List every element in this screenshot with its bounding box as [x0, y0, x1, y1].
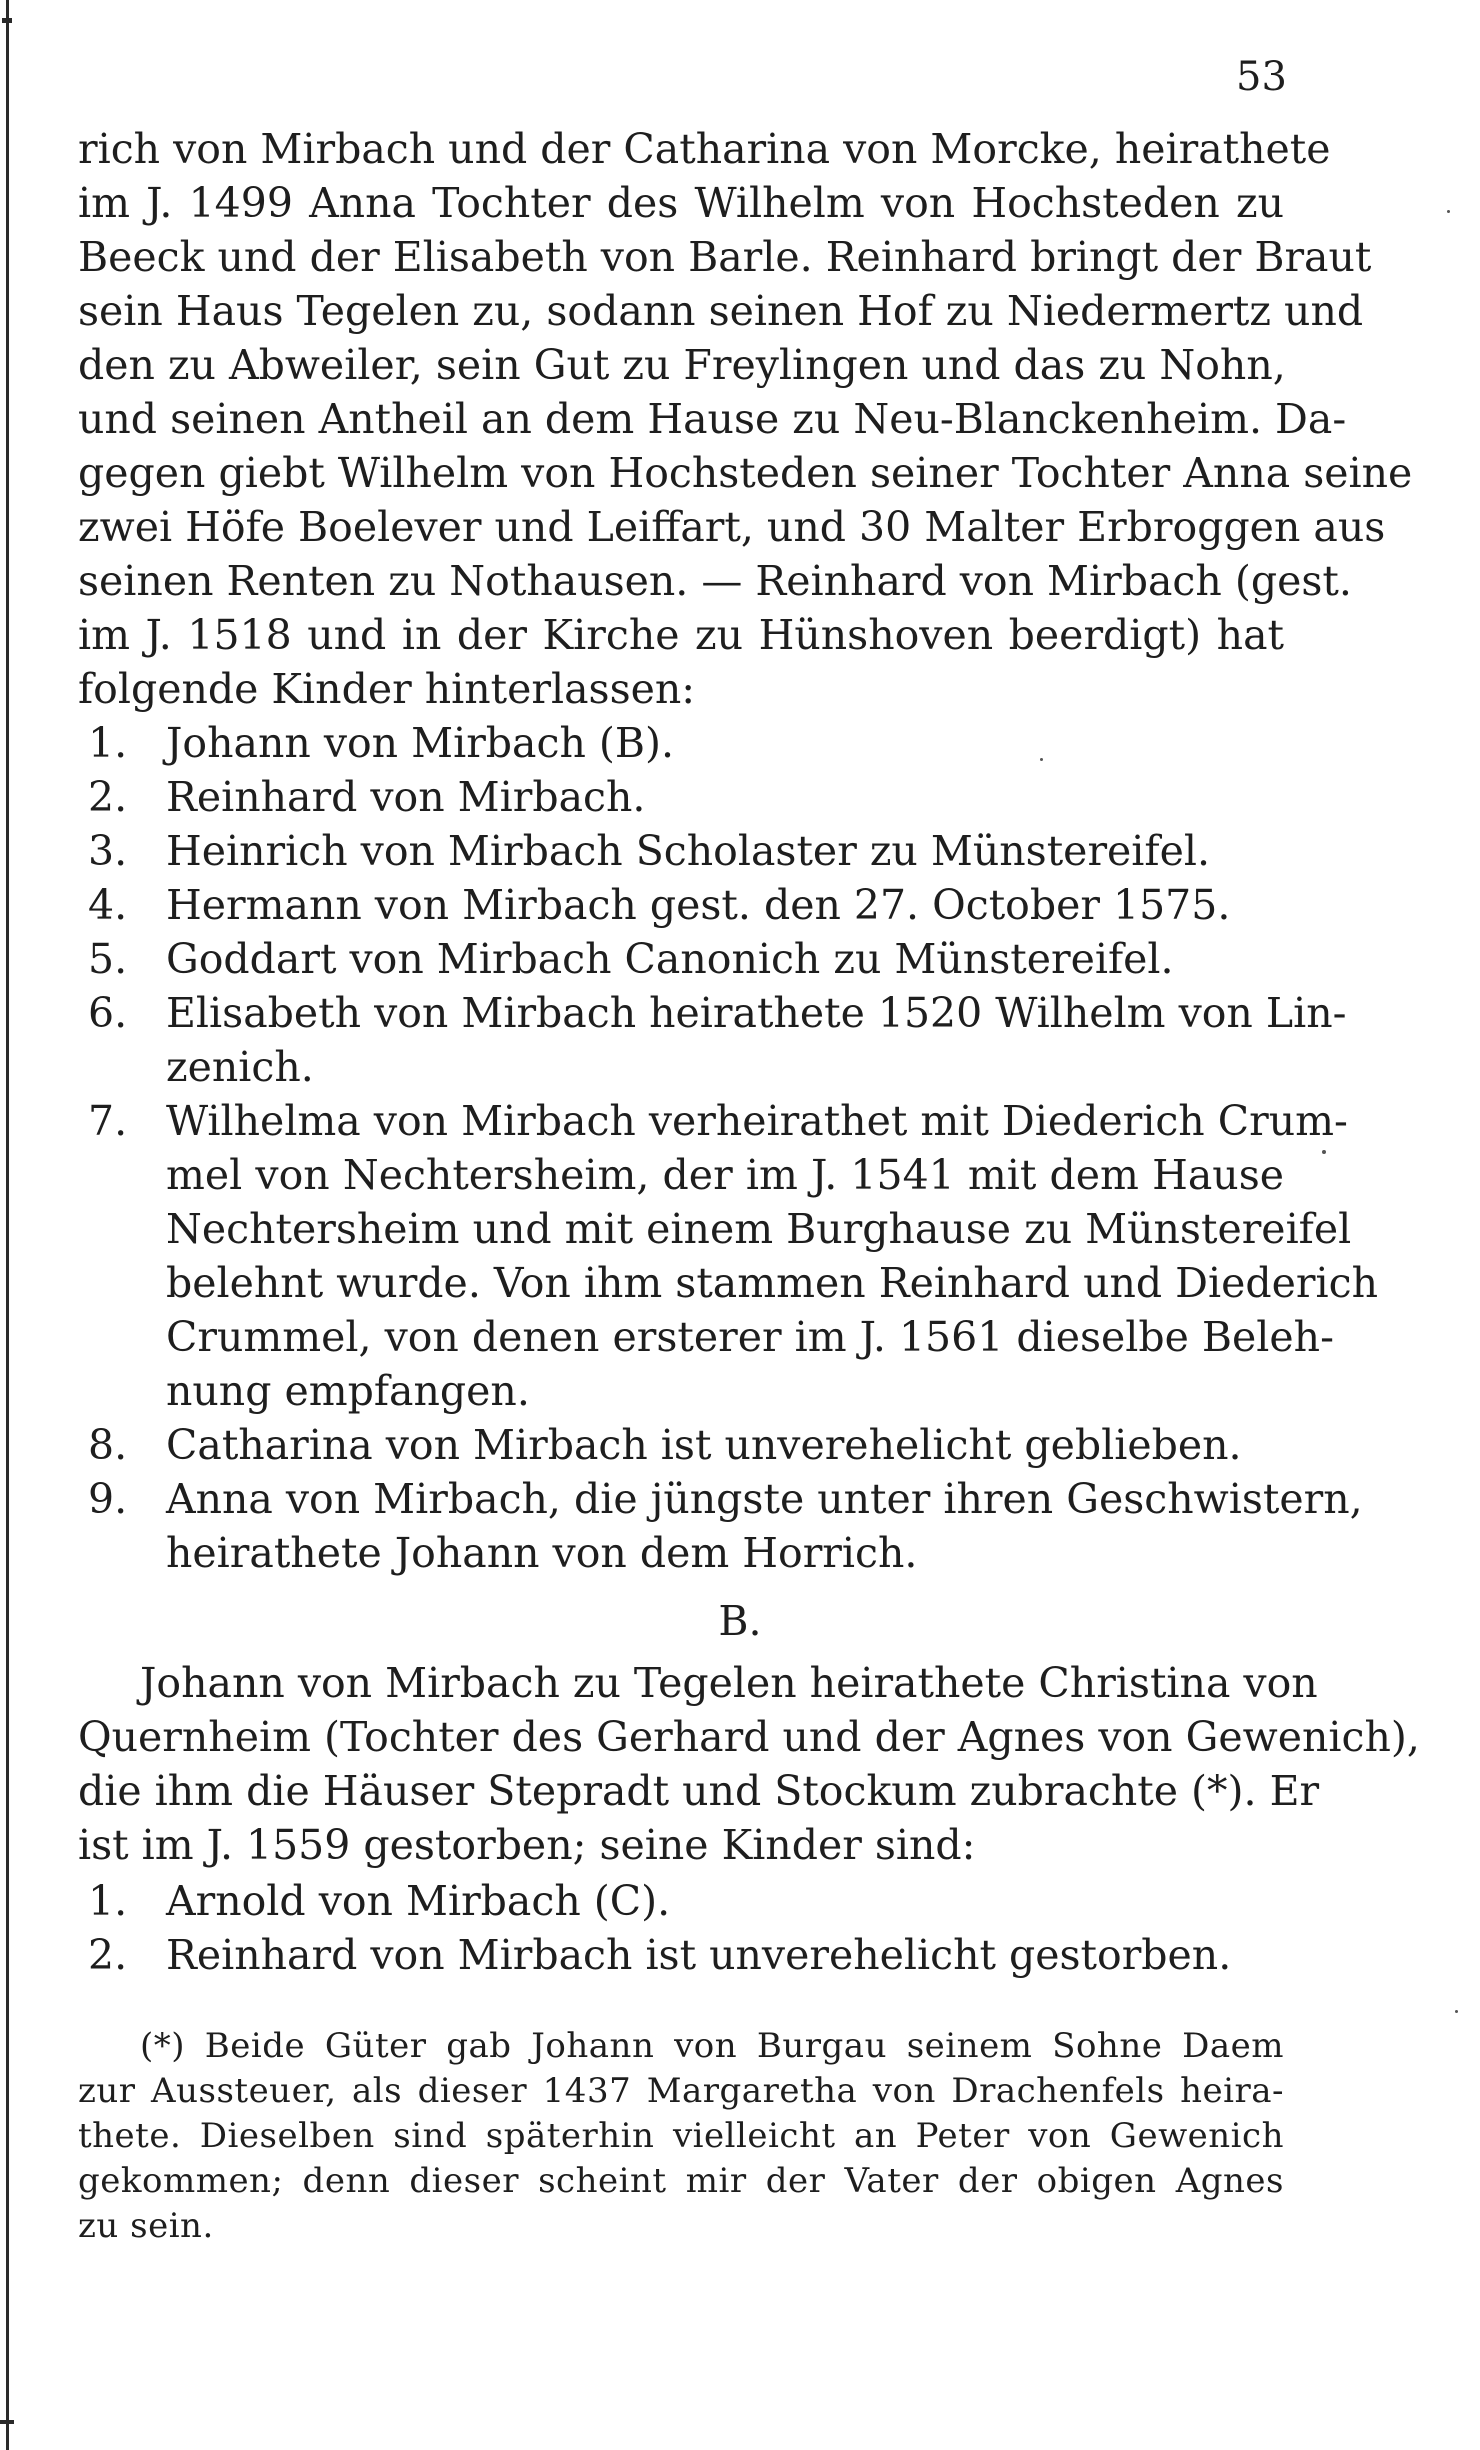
list-item: Reinhard von Mirbach.: [166, 773, 646, 821]
list-item: heirathete Johann von dem Horrich.: [166, 1529, 918, 1577]
list-item-number: 8.: [88, 1421, 128, 1469]
list-item: Johann von Mirbach (B).: [166, 719, 675, 767]
text-line: folgende Kinder hinterlassen:: [78, 665, 696, 713]
footnote-line: zur Aussteuer, als dieser 1437 Margaretha von Drachenfels heira-: [78, 2071, 1284, 2111]
list-item-number: 9.: [88, 1475, 128, 1523]
text-line: Johann von Mirbach zu Tegelen heirathete Christina von: [140, 1659, 1318, 1707]
footnote-line: zu sein.: [78, 2206, 214, 2246]
list-item-number: 3.: [88, 827, 128, 875]
list-item: Heinrich von Mirbach Scholaster zu Münstereifel.: [166, 827, 1210, 875]
scan-speck: [1455, 2010, 1458, 2013]
list-item: belehnt wurde. Von ihm stammen Reinhard und Diederich: [166, 1259, 1379, 1307]
text-line: seinen Renten zu Nothausen. — Reinhard von Mirbach (gest.: [78, 557, 1352, 605]
list-item-number: 7.: [88, 1097, 128, 1145]
list-item-number: 2.: [88, 1931, 128, 1979]
text-line: ist im J. 1559 gestorben; seine Kinder sind:: [78, 1821, 976, 1869]
list-item-number: 1.: [88, 1877, 128, 1925]
text-line: zwei Höfe Boelever und Leiffart, und 30 Malter Erbroggen aus: [78, 503, 1386, 551]
binding-edge-foot: [0, 2420, 14, 2424]
text-line: im J. 1499 Anna Tochter des Wilhelm von Hochsteden zu: [78, 179, 1284, 227]
scan-speck: [1322, 1150, 1326, 1154]
list-item: Nechtersheim und mit einem Burghause zu Münstereifel: [166, 1205, 1352, 1253]
list-item: Hermann von Mirbach gest. den 27. October 1575.: [166, 881, 1231, 929]
text-line: rich von Mirbach und der Catharina von Morcke, heirathete: [78, 125, 1331, 173]
list-item-number: 5.: [88, 935, 128, 983]
footnote-line: (*) Beide Güter gab Johann von Burgau seinem Sohne Daem: [140, 2026, 1284, 2066]
list-item: Reinhard von Mirbach ist unverehelicht gestorben.: [166, 1931, 1232, 1979]
text-line: Quernheim (Tochter des Gerhard und der Agnes von Gewenich),: [78, 1713, 1420, 1761]
list-item: Anna von Mirbach, die jüngste unter ihren Geschwistern,: [166, 1475, 1363, 1523]
list-item-number: 2.: [88, 773, 128, 821]
text-line: Beeck und der Elisabeth von Barle. Reinhard bringt der Braut: [78, 233, 1372, 281]
text-line: gegen giebt Wilhelm von Hochsteden seiner Tochter Anna seine: [78, 449, 1413, 497]
list-item-number: 6.: [88, 989, 128, 1037]
footnote-line: gekommen; denn dieser scheint mir der Vater der obigen Agnes: [78, 2161, 1284, 2201]
text-line: den zu Abweiler, sein Gut zu Freylingen und das zu Nohn,: [78, 341, 1286, 389]
list-item-number: 1.: [88, 719, 128, 767]
text-line: im J. 1518 und in der Kirche zu Hünshoven beerdigt) hat: [78, 611, 1284, 659]
list-item-number: 4.: [88, 881, 128, 929]
binding-edge-line: [6, 0, 9, 2450]
list-item: Wilhelma von Mirbach verheirathet mit Diederich Crum-: [166, 1097, 1348, 1145]
list-item: Elisabeth von Mirbach heirathete 1520 Wilhelm von Lin-: [166, 989, 1347, 1037]
scan-speck: [1447, 210, 1450, 213]
page-number: 53: [1236, 54, 1287, 100]
text-line: die ihm die Häuser Stepradt und Stockum zubrachte (*). Er: [78, 1767, 1320, 1815]
binding-edge-mark: [2, 18, 12, 23]
list-item: mel von Nechtersheim, der im J. 1541 mit dem Hause: [166, 1151, 1284, 1199]
list-item: zenich.: [166, 1043, 314, 1091]
text-line: sein Haus Tegelen zu, sodann seinen Hof zu Niedermertz und: [78, 287, 1364, 335]
footnote-line: thete. Dieselben sind späterhin vielleicht an Peter von Gewenich: [78, 2116, 1284, 2156]
list-item: Goddart von Mirbach Canonich zu Münstereifel.: [166, 935, 1174, 983]
list-item: nung empfangen.: [166, 1367, 530, 1415]
list-item: Catharina von Mirbach ist unverehelicht geblieben.: [166, 1421, 1242, 1469]
list-item: Arnold von Mirbach (C).: [166, 1877, 671, 1925]
text-line: und seinen Antheil an dem Hause zu Neu-Blanckenheim. Da-: [78, 395, 1347, 443]
list-item: Crummel, von denen ersterer im J. 1561 dieselbe Beleh-: [166, 1313, 1334, 1361]
section-heading: B.: [718, 1597, 762, 1645]
